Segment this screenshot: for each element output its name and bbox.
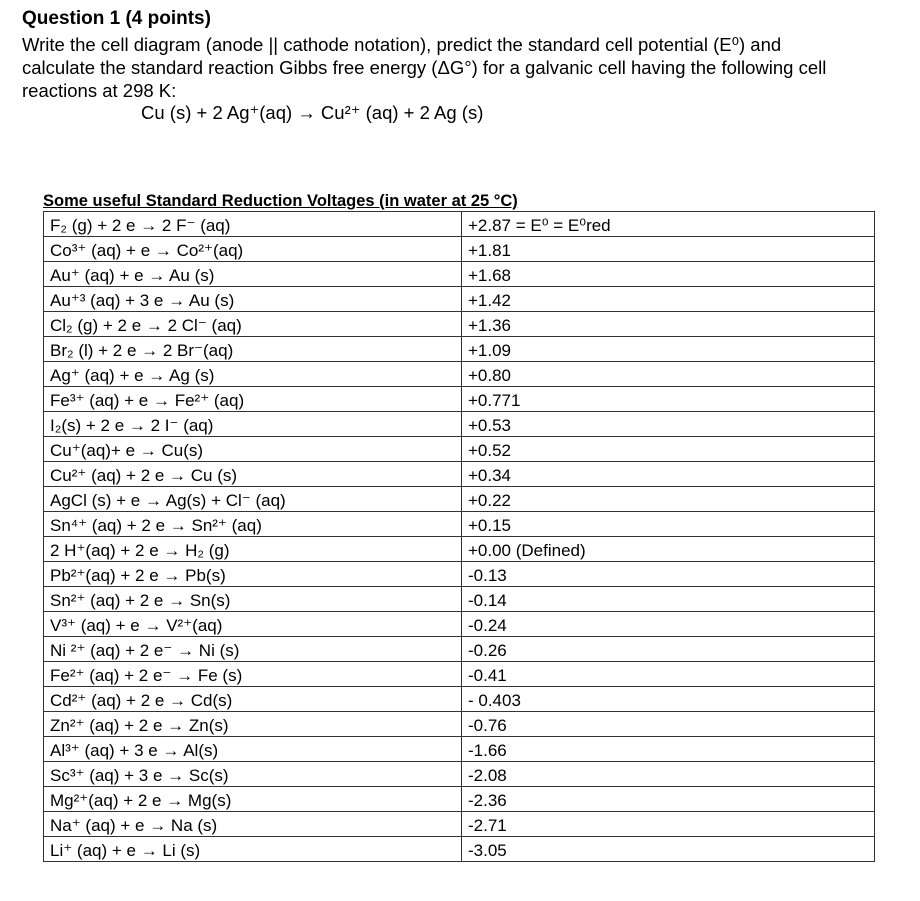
potential-cell: -0.41 (462, 662, 875, 687)
potential-cell: -0.76 (462, 712, 875, 737)
half-reaction-cell: I₂(s) + 2 e → 2 I⁻ (aq) (44, 412, 462, 437)
potential-cell: -0.26 (462, 637, 875, 662)
half-reaction-cell: F₂ (g) + 2 e → 2 F⁻ (aq) (44, 212, 462, 237)
potential-cell: -3.05 (462, 837, 875, 862)
table-row (44, 837, 875, 862)
potential-cell: - 0.403 (462, 687, 875, 712)
half-reaction-cell: Fe²⁺ (aq) + 2 e⁻ → Fe (s) (44, 662, 462, 687)
potential-cell: -1.66 (462, 737, 875, 762)
half-reaction-cell: Mg²⁺(aq) + 2 e → Mg(s) (44, 787, 462, 812)
potential-cell: +1.09 (462, 337, 875, 362)
potential-cell: -2.08 (462, 762, 875, 787)
potential-cell: +0.34 (462, 462, 875, 487)
table-row (44, 587, 875, 612)
half-reaction-cell: Br₂ (l) + 2 e → 2 Br⁻(aq) (44, 337, 462, 362)
half-reaction-cell: Cd²⁺ (aq) + 2 e → Cd(s) (44, 687, 462, 712)
half-reaction-cell: Sc³⁺ (aq) + 3 e → Sc(s) (44, 762, 462, 787)
table-row (44, 362, 875, 387)
half-reaction-cell: Cu²⁺ (aq) + 2 e → Cu (s) (44, 462, 462, 487)
question-line: reactions at 298 K: (22, 80, 177, 101)
half-reaction-cell: Pb²⁺(aq) + 2 e → Pb(s) (44, 562, 462, 587)
table-row (44, 212, 875, 237)
half-reaction-cell: Li⁺ (aq) + e → Li (s) (44, 837, 462, 862)
table-row (44, 412, 875, 437)
potential-cell: +1.42 (462, 287, 875, 312)
half-reaction-cell: Cl₂ (g) + 2 e → 2 Cl⁻ (aq) (44, 312, 462, 337)
table-row (44, 687, 875, 712)
half-reaction-cell: V³⁺ (aq) + e → V²⁺(aq) (44, 612, 462, 637)
potential-cell: +0.22 (462, 487, 875, 512)
half-reaction-cell: Au⁺ (aq) + e → Au (s) (44, 262, 462, 287)
half-reaction-cell: Sn²⁺ (aq) + 2 e → Sn(s) (44, 587, 462, 612)
potential-cell: +0.80 (462, 362, 875, 387)
table-row (44, 637, 875, 662)
half-reaction-cell: Al³⁺ (aq) + 3 e → Al(s) (44, 737, 462, 762)
potential-cell: +1.81 (462, 237, 875, 262)
potential-cell: -2.36 (462, 787, 875, 812)
half-reaction-cell: Ag⁺ (aq) + e → Ag (s) (44, 362, 462, 387)
potential-cell: -0.13 (462, 562, 875, 587)
table-row (44, 512, 875, 537)
table-row (44, 237, 875, 262)
half-reaction-cell: Au⁺³ (aq) + 3 e → Au (s) (44, 287, 462, 312)
question-line: calculate the standard reaction Gibbs free energy (ΔG°) for a galvanic cell having the following cell (22, 57, 827, 78)
table-row (44, 562, 875, 587)
reduction-potentials-table (43, 211, 875, 862)
half-reaction-cell: AgCl (s) + e → Ag(s) + Cl⁻ (aq) (44, 487, 462, 512)
table-row (44, 612, 875, 637)
question-title: Question 1 (4 points) (22, 8, 211, 29)
table-row (44, 662, 875, 687)
potential-cell: +0.00 (Defined) (462, 537, 875, 562)
half-reaction-cell: Sn⁴⁺ (aq) + 2 e → Sn²⁺ (aq) (44, 512, 462, 537)
potential-cell: +0.15 (462, 512, 875, 537)
potential-cell: -2.71 (462, 812, 875, 837)
table-row (44, 262, 875, 287)
half-reaction-cell: Cu⁺(aq)+ e → Cu(s) (44, 437, 462, 462)
potential-cell: +0.771 (462, 387, 875, 412)
table-row (44, 487, 875, 512)
cell-reaction: Cu (s) + 2 Ag⁺(aq) → Cu²⁺ (aq) + 2 Ag (s) (141, 102, 484, 123)
table-row (44, 312, 875, 337)
half-reaction-cell: Co³⁺ (aq) + e → Co²⁺(aq) (44, 237, 462, 262)
half-reaction-cell: Fe³⁺ (aq) + e → Fe²⁺ (aq) (44, 387, 462, 412)
table-row (44, 462, 875, 487)
half-reaction-cell: Zn²⁺ (aq) + 2 e → Zn(s) (44, 712, 462, 737)
potential-cell: -0.14 (462, 587, 875, 612)
potential-cell: +0.52 (462, 437, 875, 462)
potential-cell: +2.87 = E⁰ = E⁰red (462, 212, 875, 237)
half-reaction-cell: Na⁺ (aq) + e → Na (s) (44, 812, 462, 837)
potential-cell: -0.24 (462, 612, 875, 637)
table-row (44, 737, 875, 762)
table-row (44, 712, 875, 737)
question-body (22, 33, 894, 102)
potential-cell: +1.68 (462, 262, 875, 287)
table-row (44, 287, 875, 312)
question-line: Write the cell diagram (anode || cathode notation), predict the standard cell potential (E⁰) and (22, 34, 782, 55)
table-row (44, 812, 875, 837)
table-caption: Some useful Standard Reduction Voltages (in water at 25 °C) (43, 192, 518, 210)
half-reaction-cell: 2 H⁺(aq) + 2 e → H₂ (g) (44, 537, 462, 562)
table-row (44, 537, 875, 562)
potential-cell: +1.36 (462, 312, 875, 337)
table-row (44, 787, 875, 812)
table-row (44, 337, 875, 362)
potential-cell: +0.53 (462, 412, 875, 437)
table-row (44, 387, 875, 412)
table-row (44, 437, 875, 462)
half-reaction-cell: Ni ²⁺ (aq) + 2 e⁻ → Ni (s) (44, 637, 462, 662)
table-row (44, 762, 875, 787)
